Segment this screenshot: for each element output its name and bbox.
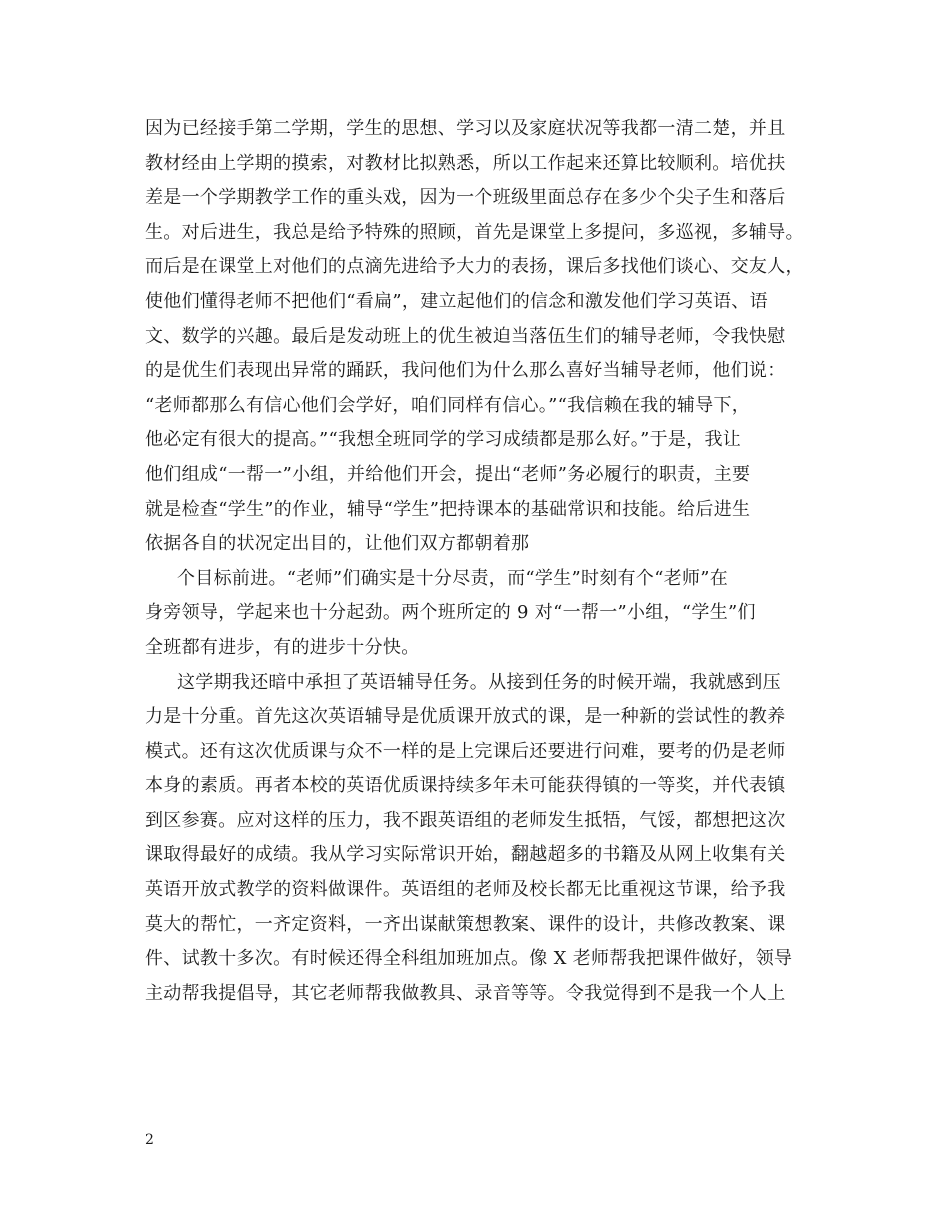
text-line: 课取得最好的成绩。我从学习实际常识开始，翻越超多的书籍及从网上收集有关: [145, 844, 786, 866]
page-number: 2: [145, 1132, 154, 1148]
text-line: 身旁领导，学起来也十分起劲。两个班所定的 9 对“一帮一”小组，“学生”们: [145, 602, 756, 624]
text-line: 而后是在课堂上对他们的点滴先进给予大力的表扬，课后多找他们谈心、交友人，: [145, 256, 804, 278]
text-line: 到区参赛。应对这样的压力，我不跟英语组的老师发生抵牾，气馁，都想把这次: [145, 809, 786, 831]
text-line: 英语开放式教学的资料做课件。英语组的老师及校长都无比重视这节课，给予我: [145, 879, 786, 901]
text-line: 因为已经接手第二学期，学生的思想、学习以及家庭状况等我都一清二楚，并且: [145, 118, 786, 139]
text-line: 他必定有很大的提高。”“我想全班同学的学习成绩都是那么好。”于是，我让: [145, 429, 742, 451]
text-line: 全班都有进步，有的进步十分快。: [145, 636, 420, 658]
text-line: 生。对后进生，我总是给予特殊的照顾，首先是课堂上多提问，多巡视，多辅导。: [145, 221, 804, 243]
text-line: “老师都那么有信心他们会学好，咱们同样有信心。”“我信赖在我的辅导下，: [145, 394, 751, 416]
text-line: 使他们懂得老师不把他们“看扁”，建立起他们的信念和激发他们学习英语、语: [145, 290, 768, 312]
text-line: 主动帮我提倡导，其它老师帮我做教具、录音等等。令我觉得到不是我一个人上: [145, 982, 786, 1004]
text-line: 的是优生们表现出异常的踊跃，我问他们为什么那么喜好当辅导老师，他们说：: [145, 360, 786, 382]
text-line: 件、试教十多次。有时候还得全科组加班加点。像 X 老师帮我把课件做好，领导: [145, 948, 793, 970]
body-text: [145, 112, 815, 1011]
text-line: 莫大的帮忙，一齐定资料，一齐出谋献策想教案、课件的设计，共修改教案、课: [145, 913, 786, 935]
text-line: 本身的素质。再者本校的英语优质课持续多年未可能获得镇的一等奖，并代表镇: [145, 775, 786, 797]
text-line: 依据各自的状况定出目的，让他们双方都朝着那: [145, 533, 530, 555]
text-line: 教材经由上学期的摸索，对教材比拟熟悉，所以工作起来还算比较顺利。培优扶: [145, 152, 786, 174]
text-line: 个目标前进。“老师”们确实是十分尽责，而“学生”时刻有个“老师”在: [177, 567, 729, 589]
text-line: 就是检查“学生”的作业，辅导“学生”把持课本的基础常识和技能。给后进生: [145, 498, 751, 520]
text-line: 差是一个学期教学工作的重头戏，因为一个班级里面总存在多少个尖子生和落后: [145, 187, 786, 209]
text-line: 这学期我还暗中承担了英语辅导任务。从接到任务的时候开端，我就感到压: [177, 671, 781, 693]
text-line: 力是十分重。首先这次英语辅导是优质课开放式的课，是一种新的尝试性的教养: [145, 706, 786, 728]
text-line: 文、数学的兴趣。最后是发动班上的优生被迫当落伍生们的辅导老师，令我快慰: [145, 325, 786, 347]
text-line: 他们组成“一帮一”小组，并给他们开会，提出“老师”务必履行的职责，主要: [145, 463, 751, 485]
text-line: 模式。还有这次优质课与众不一样的是上完课后还要进行问难，要考的仍是老师: [145, 740, 786, 762]
